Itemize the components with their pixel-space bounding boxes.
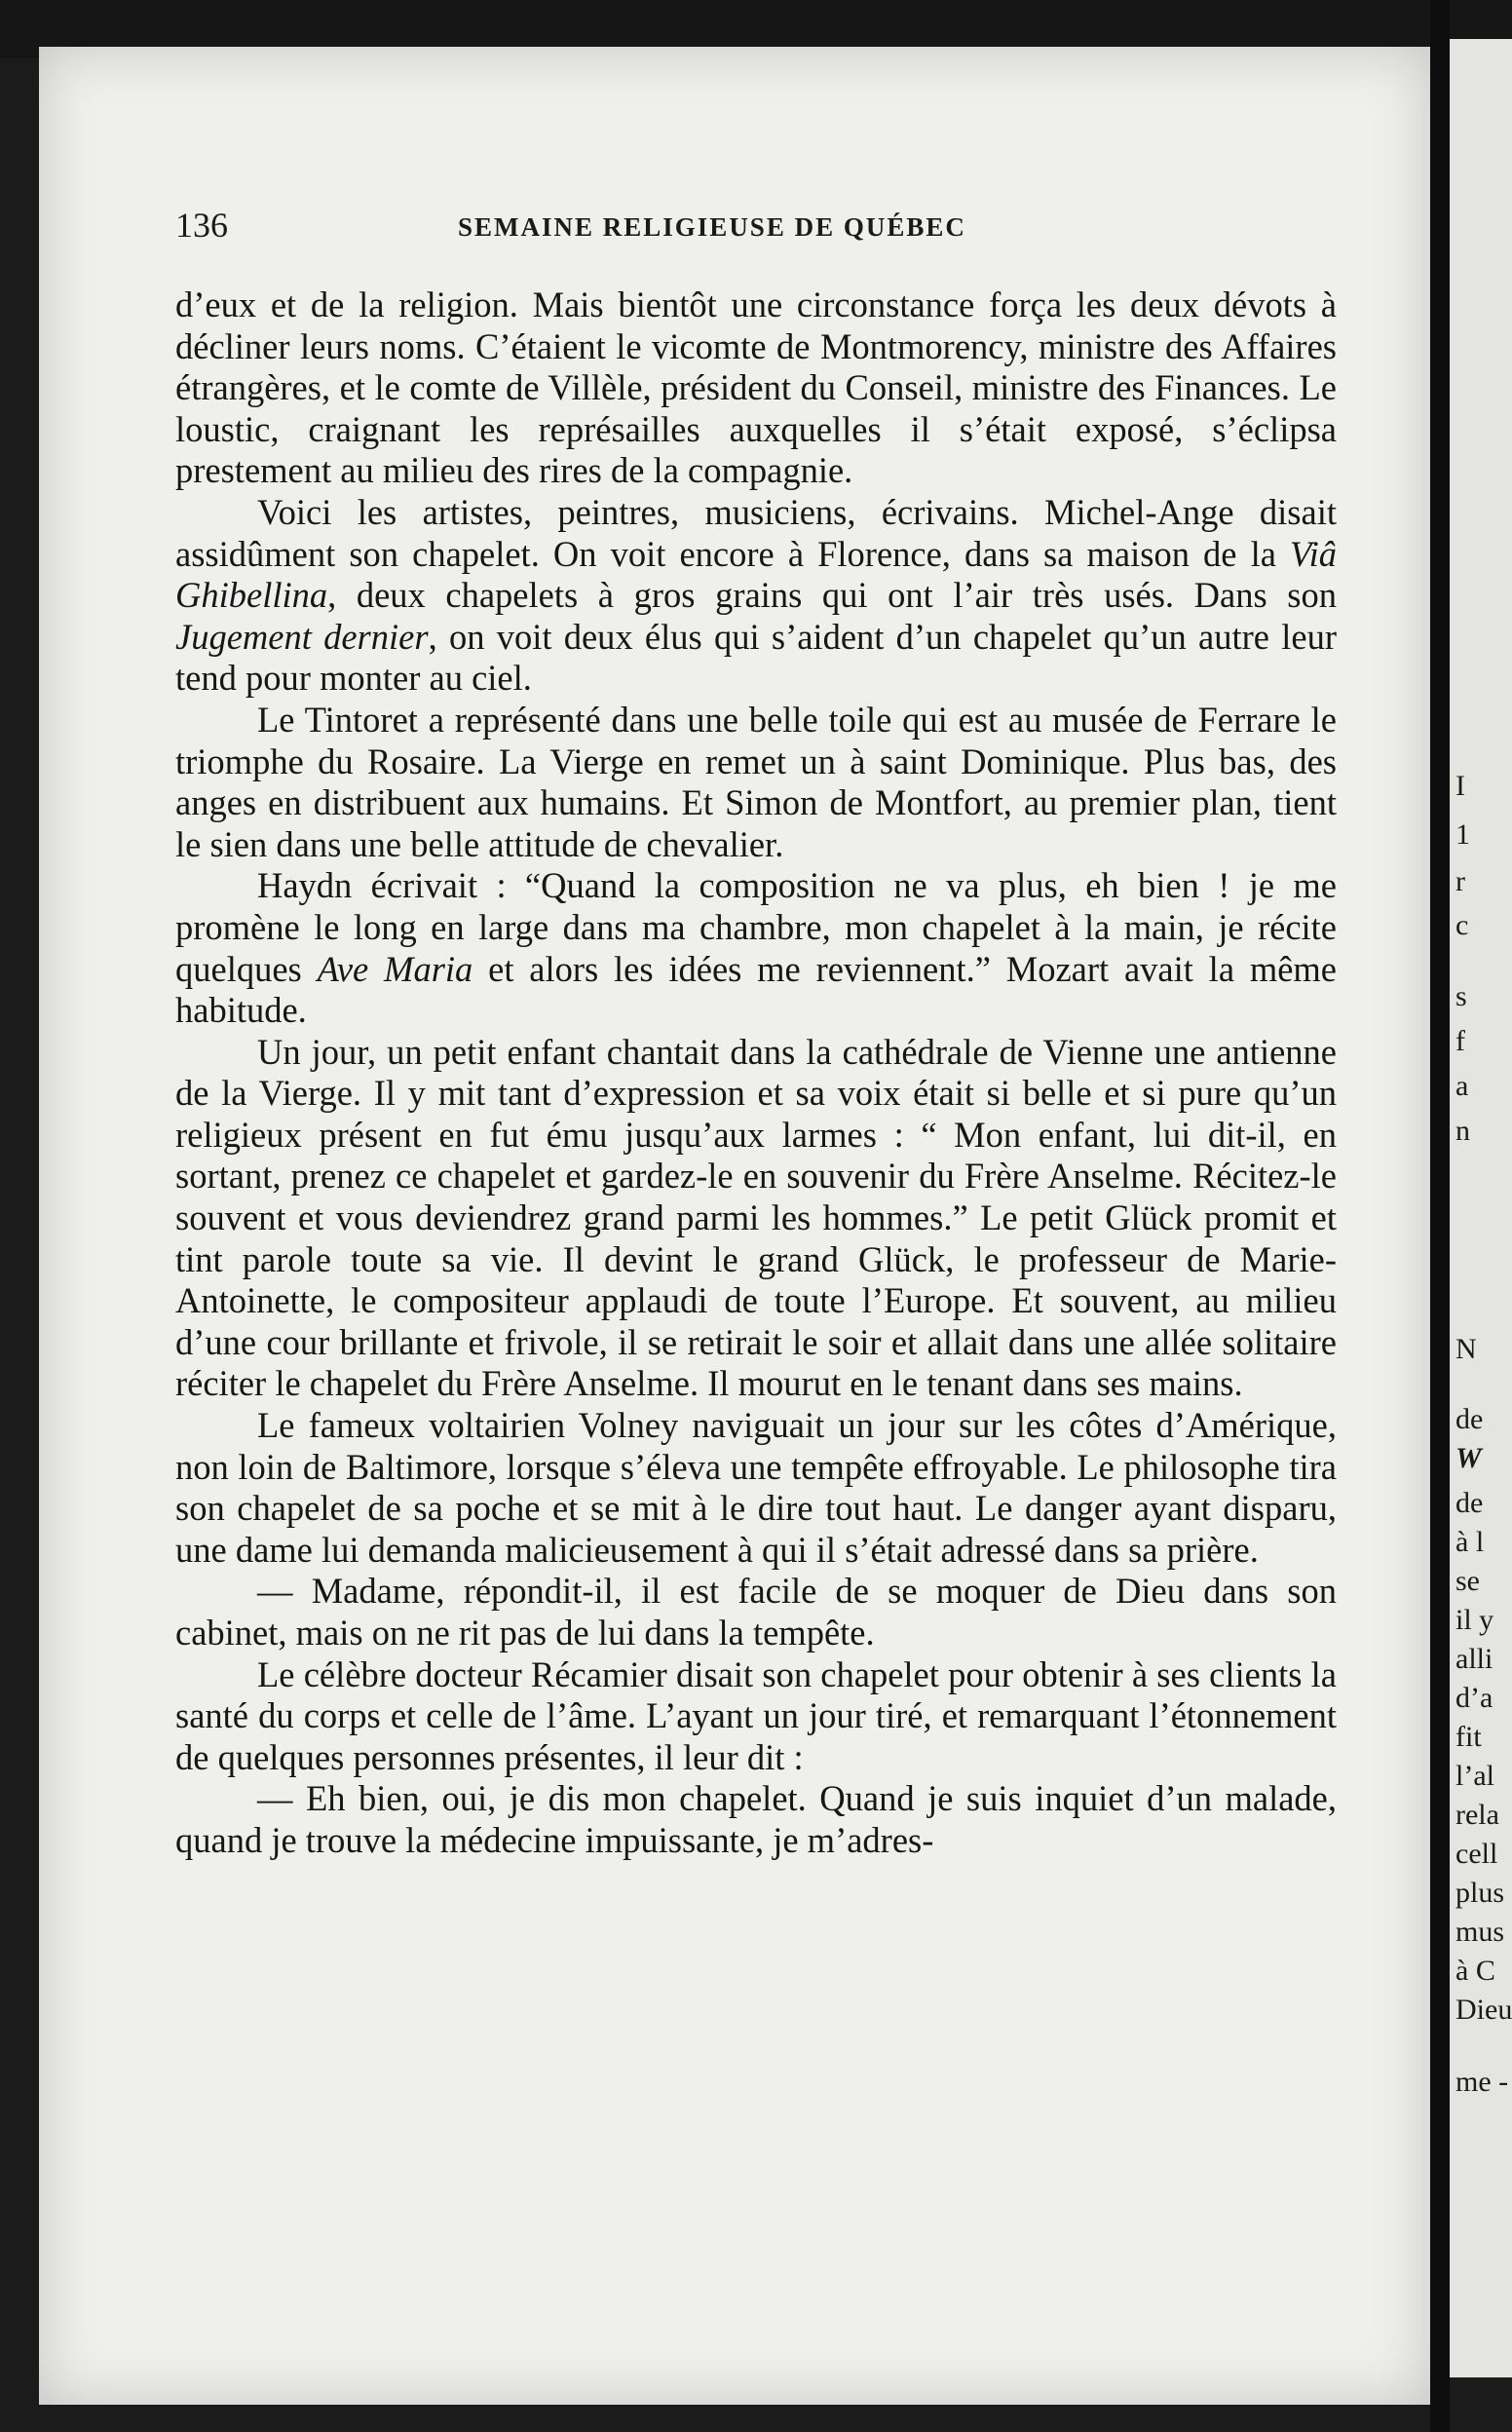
facing-fragment: c: [1455, 909, 1469, 941]
paragraph: Un jour, un petit enfant chantait dans la cathédrale de Vienne une antienne de la Vierge. Il y mit tant d’expression et sa voix était si belle et si pure qu’un religieux présent en fut ému jusqu’aux larmes : “ Mon enfant, lui dit-il, en sortant, prenez ce chapelet et gardez-le en souvenir du Frère Anselme. Récitez-le souvent et vous deviendrez grand parmi les hommes.” Le petit Glück promit et tint parole toute sa vie. Il devint le grand Glück, le professeur de Marie-Antoinette, le compositeur applaudi de toute l’Europe. Et souvent, au milieu d’une cour brillante et frivole, il se retirait le soir et allait dans une allée solitaire réciter le chapelet du Frère Anselme. Il mourut en le tenant dans ses mains.: [175, 1031, 1337, 1404]
paragraph: — Eh bien, oui, je dis mon chapelet. Quand je suis inquiet d’un malade, quand je trouve la médecine impuissante, je m’adres-: [175, 1778, 1337, 1860]
italic-artwork-title: Jugement dernier: [175, 616, 429, 657]
facing-fragment: de: [1455, 1403, 1484, 1435]
facing-fragment: W: [1455, 1442, 1482, 1474]
body-text: [175, 285, 1337, 1862]
facing-fragment: me -: [1455, 2066, 1509, 2098]
italic-prayer-name: Ave Maria: [317, 948, 473, 989]
paragraph: Voici les artistes, peintres, musiciens, écrivains. Michel-Ange disait assidûment son chapelet. On voit encore à Florence, dans sa maison de la Viâ Ghibellina, deux chapelets à gros grains qui ont l’air très usés. Dans son Jugement dernier, on voit deux élus qui s’aident d’un chapelet qu’un autre leur tend pour monter au ciel.: [175, 491, 1337, 699]
facing-fragment: N: [1455, 1333, 1477, 1365]
page-header: [175, 205, 1325, 263]
paragraph: Le Tintoret a représenté dans une belle toile qui est au musée de Ferrare le triomphe du Rosaire. La Vierge en remet un à saint Dominique. Plus bas, des anges en distribuent aux humains. Et Simon de Montfort, au premier plan, tient le sien dans une belle attitude de chevalier.: [175, 699, 1337, 864]
facing-fragment: mus: [1455, 1916, 1505, 1948]
facing-fragment: fit: [1455, 1721, 1482, 1753]
paragraph: Haydn écrivait : “Quand la composition ne va plus, eh bien ! je me promène le long en large dans ma chambre, mon chapelet à la main, je récite quelques Ave Maria et alors les idées me reviennent.” Mozart avait la même habitude.: [175, 865, 1338, 1031]
facing-fragment: 1: [1455, 818, 1470, 851]
paragraph: Le fameux voltairien Volney naviguait un jour sur les côtes d’Amérique, non loin de Baltimore, lorsque s’éleva une tempête effroyable. Le philosophe tira son chapelet de sa poche et se mit à le dire tout haut. Le danger ayant disparu, une dame lui demanda malicieusement à qui il s’était adressé dans sa prière.: [175, 1405, 1337, 1570]
facing-fragment: s: [1455, 980, 1467, 1012]
facing-fragment: se: [1455, 1565, 1480, 1597]
facing-page-edge: [1450, 39, 1512, 2377]
italic-place-name: Viâ Ghibellina: [175, 533, 1337, 616]
paragraph: d’eux et de la religion. Mais bientôt une circonstance força les deux dévots à décliner leurs noms. C’étaient le vicomte de Montmorency, ministre des Affaires étrangères, et le comte de Villèle, président du Conseil, ministre des Finances. Le loustic, craignant les représailles auxquelles il s’était exposé, s’éclipsa prestement au milieu des rires de la compagnie.: [175, 285, 1337, 491]
facing-fragment: n: [1455, 1115, 1470, 1147]
running-title: SEMAINE RELIGIEUSE DE QUÉBEC: [458, 212, 966, 242]
facing-fragment: cell: [1455, 1838, 1498, 1870]
facing-fragment: rela: [1455, 1799, 1499, 1831]
facing-fragment: d’a: [1455, 1682, 1493, 1714]
facing-fragment: à C: [1455, 1955, 1495, 1987]
facing-fragment: plus: [1455, 1877, 1505, 1909]
facing-fragment: à l: [1455, 1526, 1485, 1558]
facing-fragment: alli: [1455, 1643, 1493, 1675]
page-number: 136: [175, 206, 228, 245]
paragraph: — Madame, répondit-il, il est facile de se moquer de Dieu dans son cabinet, mais on ne rit pas de lui dans la tempête.: [175, 1571, 1337, 1653]
facing-fragment: I: [1455, 770, 1465, 802]
facing-fragment: Dieu: [1455, 1994, 1512, 2026]
facing-fragment: il y: [1455, 1604, 1494, 1636]
book-gutter: [1430, 0, 1450, 2432]
facing-fragment: r: [1455, 865, 1465, 897]
facing-fragment: f: [1455, 1025, 1465, 1057]
facing-fragment: de: [1455, 1487, 1484, 1519]
facing-fragment: a: [1455, 1070, 1469, 1102]
facing-fragment: l’al: [1455, 1760, 1494, 1792]
paragraph: Le célèbre docteur Récamier disait son chapelet pour obtenir à ses clients la santé du corps et celle de l’âme. L’ayant un jour tiré, et remarquant l’étonnement de quelques personnes présentes, il leur dit :: [175, 1653, 1337, 1777]
